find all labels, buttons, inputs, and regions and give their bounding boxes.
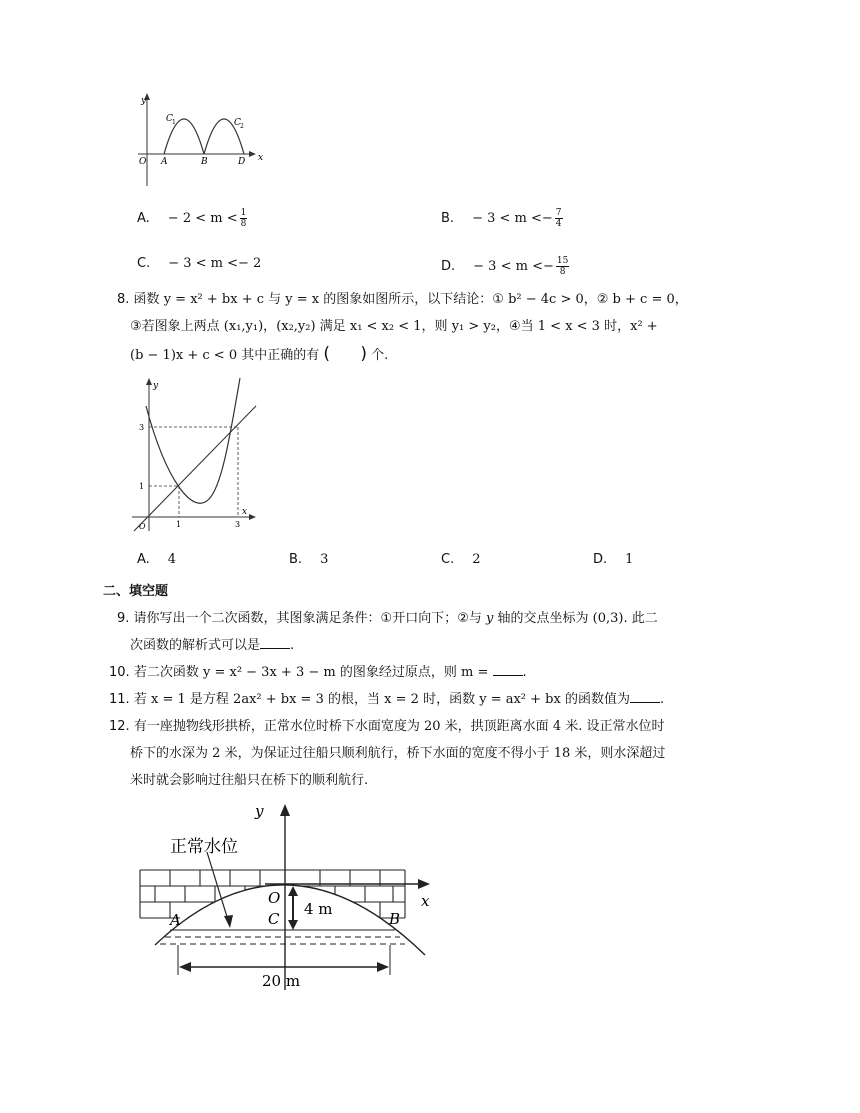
answer-paren-open: ( [323, 344, 331, 364]
fig8-origin-label: O [139, 522, 146, 531]
option-label: B. [289, 552, 303, 567]
fig12-height-label: 4 m [304, 900, 333, 918]
q8-line-3: (b − 1)x + c < 0 其中正确的有 ( ) 个. [130, 344, 389, 364]
fig12-b-label: B [389, 910, 401, 928]
option-label: A. [137, 552, 150, 567]
fig8-y-label: y [153, 381, 159, 391]
option-label: D. [441, 259, 456, 274]
fig12-a-label: A [170, 911, 181, 929]
q8-option-d[interactable] [593, 552, 633, 567]
option-text: − 3 < m <− 2 [168, 256, 262, 271]
q7-option-b[interactable] [441, 208, 563, 229]
option-fraction: $\frac{7}{4}$ [555, 208, 562, 229]
fig8-x-tick-1: 1 [176, 520, 182, 529]
question-number: 8. [117, 292, 130, 307]
option-label: D. [593, 552, 608, 567]
q8-option-b[interactable] [289, 552, 328, 567]
q8-line-1: 8. 函数 y = x² + bx + c 与 y = x 的图象如图所示，以下结论：① b² − 4c > 0，② b + c = 0， [117, 292, 688, 307]
fig7-a-label: A [161, 157, 168, 167]
q8-option-a[interactable] [137, 552, 176, 567]
section-heading: 二、填空题 [103, 584, 169, 599]
option-text: − 3 < m <− [473, 259, 554, 274]
q8-option-c[interactable] [441, 552, 481, 567]
option-fraction: $\frac{1}{8}$ [240, 208, 247, 229]
option-text: − 3 < m <− [472, 211, 553, 226]
fig8-x-label: x [242, 507, 248, 517]
q7-option-d[interactable] [441, 256, 569, 277]
fig7-c1-label: C [166, 114, 173, 124]
q9-line-2: 次函数的解析式可以是 . [130, 638, 295, 653]
fig12-c-label: C [268, 910, 280, 928]
option-text: 4 [167, 552, 177, 567]
answer-blank[interactable] [260, 636, 290, 649]
fig8-y-tick-1: 1 [139, 482, 145, 491]
q7-option-a[interactable] [137, 208, 247, 229]
q12-line-2: 桥下的水深为 2 米，为保证过往船只顺利航行，桥下水面的宽度不得小于 18 米，则水深超过 [130, 746, 666, 761]
question-number: 10. [109, 665, 130, 680]
fig7-x-label: x [258, 153, 264, 163]
q8-figure [128, 376, 263, 536]
fig8-y-tick-3: 3 [139, 423, 145, 432]
fig12-width-label: 20 m [262, 972, 301, 990]
q10-line: 10. 若二次函数 y = x² − 3x + 3 − m 的图象经过原点，则 m = . [109, 665, 527, 680]
q9-line-1: 9. 请你写出一个二次函数，其图象满足条件：①开口向下；②与 y 轴的交点坐标为 (0,3). 此二 [117, 611, 658, 626]
question-number: 11. [109, 692, 130, 707]
answer-blank[interactable] [493, 663, 523, 676]
fig7-c2-label: C [234, 118, 241, 128]
fig7-b-label: B [201, 157, 208, 167]
question-number: 12. [109, 719, 130, 734]
q12-bridge-figure [135, 800, 445, 995]
fig12-y-label: y [255, 802, 264, 820]
q11-line: 11. 若 x = 1 是方程 2ax² + bx = 3 的根，当 x = 2 时，函数 y = ax² + bx 的函数值为 . [109, 692, 665, 707]
fig7-c2-sub: 2 [240, 123, 244, 130]
fig12-water-label: 正常水位 [170, 837, 238, 857]
option-text: 3 [320, 552, 329, 567]
q7-option-c[interactable] [137, 256, 261, 271]
q7-figure [130, 90, 275, 190]
fig7-y-label: y [141, 96, 147, 106]
option-text: 1 [625, 552, 634, 567]
fig7-origin-label: O [139, 157, 147, 167]
option-text: − 2 < m < [167, 211, 238, 226]
fig12-x-label: x [421, 892, 430, 910]
answer-blank[interactable] [630, 690, 660, 703]
q12-line-3: 米时就会影响过往船只在桥下的顺利航行. [130, 773, 369, 788]
fig8-x-tick-3: 3 [235, 520, 241, 529]
q12-line-1: 12. 有一座抛物线形拱桥，正常水位时桥下水面宽度为 20 米，拱顶距离水面 4 米. 设正常水位时 [109, 719, 665, 734]
option-label: C. [137, 256, 151, 271]
fig12-origin-label: O [268, 889, 281, 907]
option-text: 2 [472, 552, 481, 567]
fig7-d-label: D [238, 157, 246, 167]
option-fraction: $\frac{15}{8}$ [556, 256, 569, 277]
fig7-c1-sub: 1 [172, 119, 176, 126]
answer-paren-close: ) [360, 344, 367, 364]
question-number: 9. [117, 611, 130, 626]
option-label: A. [137, 211, 150, 226]
option-label: C. [441, 552, 455, 567]
option-label: B. [441, 211, 455, 226]
q8-line-2: ③若图象上两点 (x₁,y₁)，(x₂,y₂) 满足 x₁ < x₂ < 1，则 y₁ > y₂，④当 1 < x < 3 时，x² + [130, 319, 658, 334]
